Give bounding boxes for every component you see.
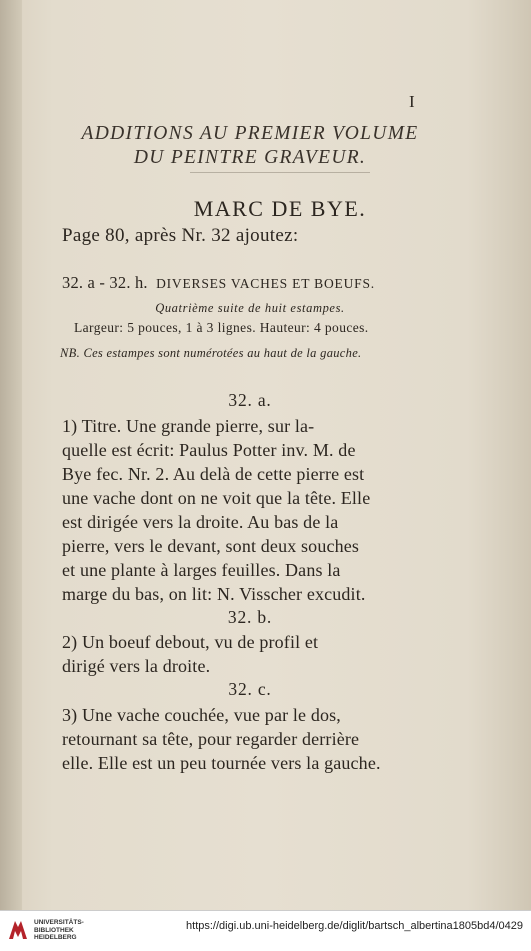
title-rule [190,172,370,173]
entry-a-line: 1) Titre. Une grande pierre, sur la- [62,416,315,436]
page-number: I [409,92,415,111]
suite-note: Quatrième suite de huit estampes. [155,301,345,315]
entry-c-heading: 32. c. [228,679,272,699]
entry-c-line: 3) Une vache couchée, vue par le dos, [62,705,341,725]
series-title: DIVERSES VACHES ET BOEUFS. [156,276,375,291]
nb-note [60,346,361,361]
entry-a-line: et une plante à larges feuilles. Dans la [62,560,341,580]
series-heading [62,273,375,293]
section-title-line-1: ADDITIONS AU PREMIER VOLUME [81,123,419,144]
page-reference: Page 80, après Nr. 32 ajoutez: [62,225,299,246]
artist-name: MARC DE BYE. [193,196,367,221]
dimensions: Largeur: 5 pouces, 1 à 3 lignes. Hauteur: 4 pouces. [74,320,369,335]
library-logo-text: UNIVERSITÄTS- BIBLIOTHEK HEIDELBERG [34,919,84,941]
entry-a-line: quelle est écrit: Paulus Potter inv. M. de [62,440,356,460]
entry-a-line: marge du bas, on lit: N. Visscher excudit. [62,584,366,604]
entry-a-heading: 32. a. [228,390,272,410]
entry-b-heading: 32. b. [227,607,273,627]
entry-c-line: retournant sa tête, pour regarder derrière [62,729,360,749]
series-number: 32. a - 32. h. [62,273,148,292]
entry-b-line: dirigé vers la droite. [62,656,211,676]
entry-a-line: une vache dont on ne voit que la tête. Elle [62,488,371,508]
entry-b-line: 2) Un boeuf debout, vu de profil et [62,632,319,652]
nb-label: NB. [60,346,80,360]
nb-text: Ces estampes sont numérotées au haut de la gauche. [83,346,362,360]
entry-a-line: pierre, vers le devant, sont deux souches [62,536,360,556]
entry-a-line: est dirigée vers la droite. Au bas de la [62,512,339,532]
book-gutter [0,0,22,910]
source-url-link[interactable]: https://digi.ub.uni-heidelberg.de/diglit/bartsch_albertina1805bd4/0429 [186,920,523,932]
entry-a-line: Bye fec. Nr. 2. Au delà de cette pierre est [62,464,365,484]
entry-c-line: elle. Elle est un peu tournée vers la gauche. [62,753,381,773]
section-title-line-2: DU PEINTRE GRAVEUR. [133,147,367,168]
library-logo-icon [6,918,30,942]
